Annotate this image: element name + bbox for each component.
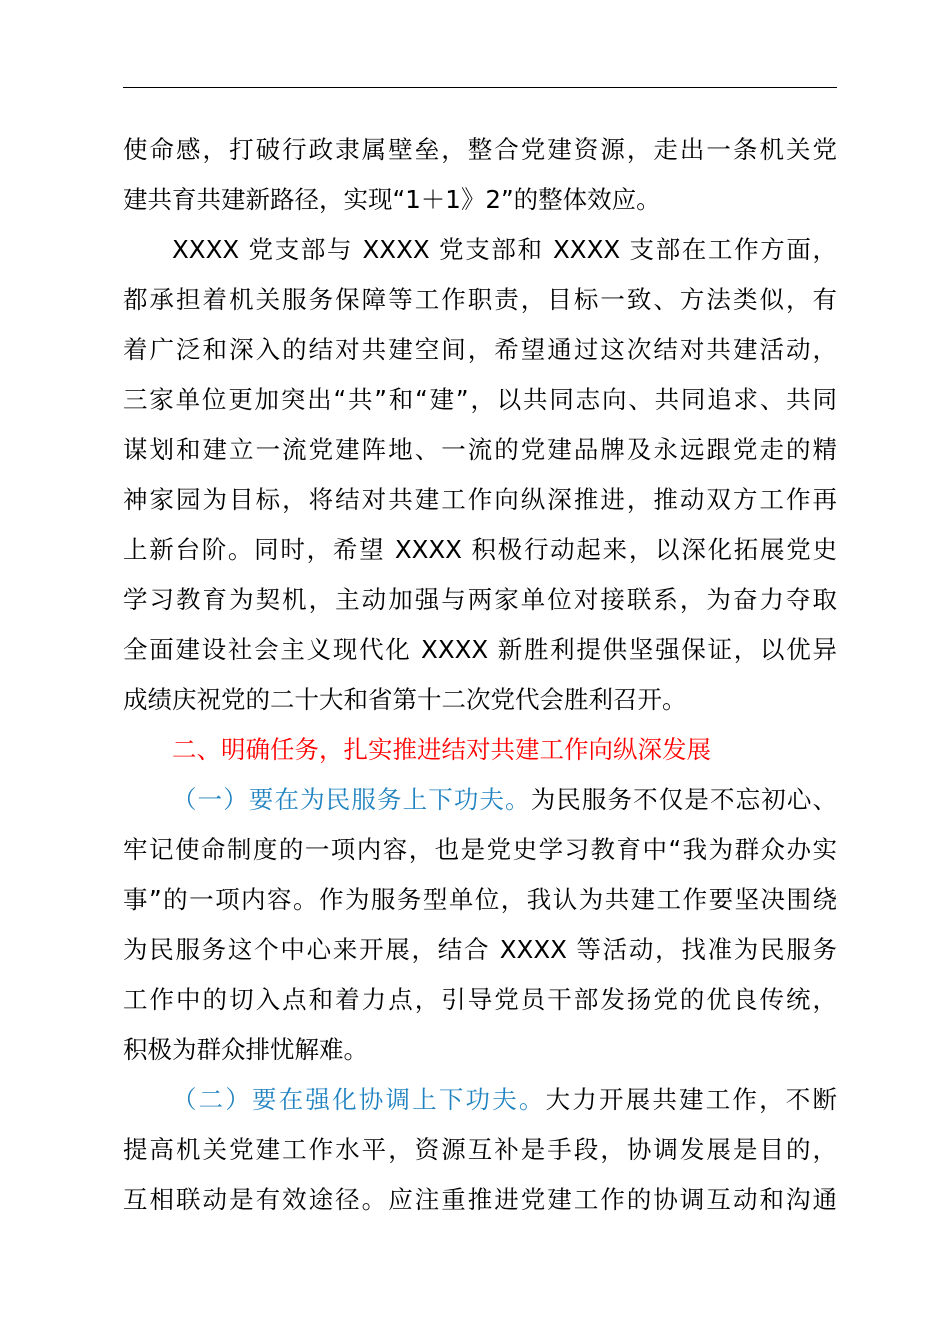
paragraph-line: 三家单位更加突出“共”和“建”，以共同志向、共同追求、共同 — [123, 385, 837, 414]
paragraph-line: 全面建设社会主义现代化 XXXX 新胜利提供坚强保证，以优异 — [123, 635, 837, 664]
paragraph-line: 成绩庆祝党的二十大和省第十二次党代会胜利召开。 — [123, 685, 687, 714]
paragraph-line: 都承担着机关服务保障等工作职责，目标一致、方法类似，有 — [123, 285, 837, 314]
paragraph-line: 使命感，打破行政隶属壁垒，整合党建资源，走出一条机关党 — [123, 135, 837, 164]
paragraph-line: 工作中的切入点和着力点，引导党员干部发扬党的优良传统， — [123, 985, 837, 1014]
paragraph-line: 牢记使命制度的一项内容，也是党史学习教育中“我为群众办实 — [123, 835, 837, 864]
paragraph-line: 积极为群众排忧解难。 — [123, 1035, 368, 1064]
paragraph-line: 着广泛和深入的结对共建空间，希望通过这次结对共建活动， — [123, 335, 837, 364]
paragraph-line: 神家园为目标，将结对共建工作向纵深推进，推动双方工作再 — [123, 485, 837, 514]
paragraph-line: XXXX 党支部与 XXXX 党支部和 XXXX 支部在工作方面， — [172, 235, 837, 264]
paragraph-line: 建共育共建新路径，实现“1＋1》2”的整体效应。 — [123, 185, 661, 214]
paragraph-line: 为民服务这个中心来开展，结合 XXXX 等活动，找准为民服务 — [123, 935, 837, 964]
subsection-line — [172, 1080, 837, 1120]
paragraph-line: 上新台阶。同时，希望 XXXX 积极行动起来，以深化拓展党史 — [123, 535, 837, 564]
subsection-heading: （二）要在强化协调上下功夫。 — [172, 1085, 546, 1114]
subsection-line — [172, 780, 837, 820]
paragraph-line: 提高机关党建工作水平，资源互补是手段，协调发展是目的， — [123, 1135, 837, 1164]
header-rule — [123, 87, 837, 88]
subsection-text: 为民服务不仅是不忘初心、 — [530, 785, 837, 814]
paragraph-line: 互相联动是有效途径。应注重推进党建工作的协调互动和沟通 — [123, 1185, 837, 1214]
subsection-text: 大力开展共建工作，不断 — [545, 1085, 837, 1114]
paragraph-line: 谋划和建立一流党建阵地、一流的党建品牌及永远跟党走的精 — [123, 435, 837, 464]
paragraph-line: 学习教育为契机，主动加强与两家单位对接联系，为奋力夺取 — [123, 585, 837, 614]
section-heading: 二、明确任务，扎实推进结对共建工作向纵深发展 — [172, 735, 711, 764]
subsection-heading: （一）要在为民服务上下功夫。 — [172, 785, 531, 814]
paragraph-line: 事”的一项内容。作为服务型单位，我认为共建工作要坚决围绕 — [123, 885, 837, 914]
